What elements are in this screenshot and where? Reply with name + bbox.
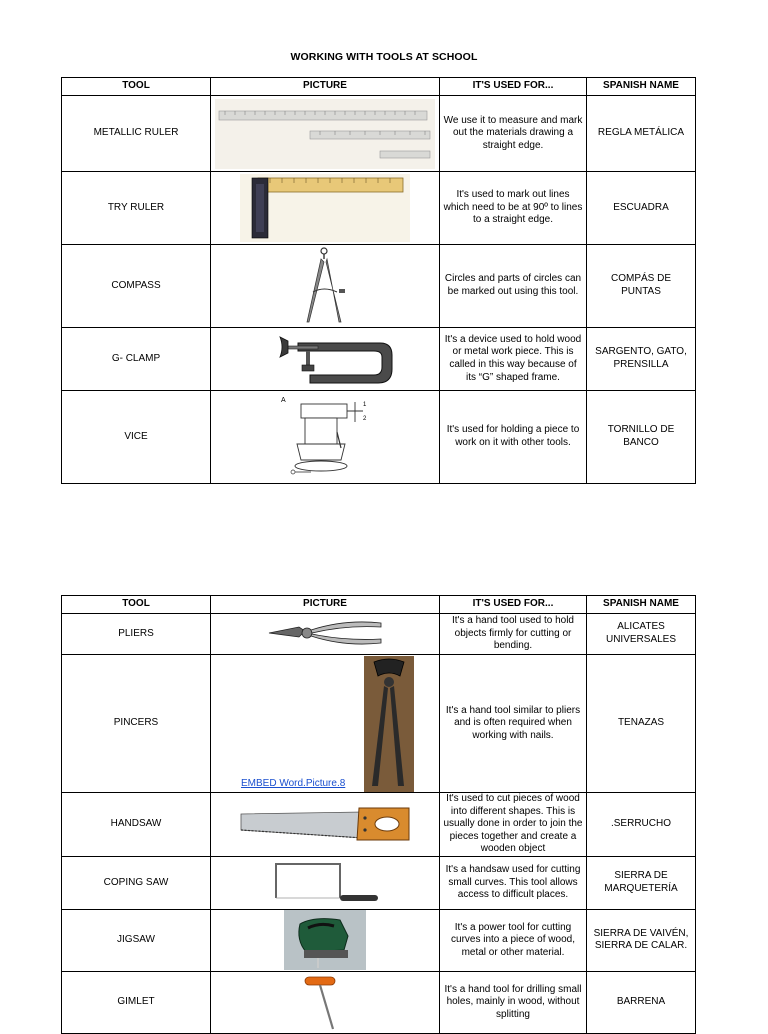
pliers-icon — [265, 615, 385, 653]
picture-cell — [211, 909, 440, 971]
tool-use: It's a device used to hold wood or metal work piece. This is called in this way because of its “G” shaped frame. — [440, 328, 587, 391]
tools-table-2 — [61, 595, 696, 1034]
table-row — [62, 172, 696, 245]
header-spanish-name: SPANISH NAME — [587, 596, 696, 614]
tools-table-1 — [61, 77, 696, 484]
header-used-for: IT'S USED FOR... — [440, 596, 587, 614]
tool-name: PINCERS — [62, 655, 211, 793]
tool-spanish-name: SARGENTO, GATO, PRENSILLA — [587, 328, 696, 391]
tool-use: Circles and parts of circles can be marked out using this tool. — [440, 245, 587, 328]
header-picture: PICTURE — [211, 596, 440, 614]
tool-name: COPING SAW — [62, 856, 211, 909]
header-tool: TOOL — [62, 78, 211, 96]
table-row — [62, 328, 696, 391]
tool-spanish-name: BARRENA — [587, 971, 696, 1033]
header-picture: PICTURE — [211, 78, 440, 96]
tool-use: It's a handsaw used for cutting small curves. This tool allows access to difficult places. — [440, 856, 587, 909]
svg-text:A: A — [281, 397, 286, 404]
picture-cell — [211, 96, 440, 172]
tool-name: HANDSAW — [62, 793, 211, 857]
tool-name: JIGSAW — [62, 909, 211, 971]
table-row — [62, 909, 696, 971]
tool-spanish-name: SIERRA DE VAIVÉN, SIERRA DE CALAR. — [587, 909, 696, 971]
tool-spanish-name: TENAZAS — [587, 655, 696, 793]
jigsaw-icon — [284, 910, 366, 970]
tool-name: G- CLAMP — [62, 328, 211, 391]
table-row — [62, 245, 696, 328]
try-square-icon — [240, 174, 410, 242]
handsaw-icon — [239, 804, 411, 844]
picture-cell — [211, 245, 440, 328]
coping-saw-icon — [270, 858, 380, 908]
header-spanish-name: SPANISH NAME — [587, 78, 696, 96]
tool-spanish-name: REGLA METÁLICA — [587, 96, 696, 172]
table-row — [62, 614, 696, 655]
tool-use: It's used to cut pieces of wood into different shapes. This is usually done in order to join the pieces together and create a wooden object — [440, 793, 587, 857]
tool-name: PLIERS — [62, 614, 211, 655]
table-row — [62, 655, 696, 793]
tool-spanish-name: ESCUADRA — [587, 172, 696, 245]
tool-name: COMPASS — [62, 245, 211, 328]
tool-use: It's used to mark out lines which need to be at 90º to lines to a straight edge. — [440, 172, 587, 245]
embed-word-picture-link[interactable]: EMBED Word.Picture.8 — [241, 778, 346, 790]
picture-cell — [211, 391, 440, 484]
picture-cell — [211, 614, 440, 655]
document-title: WORKING WITH TOOLS AT SCHOOL — [290, 51, 478, 63]
picture-cell — [211, 971, 440, 1033]
metallic-ruler-icon — [215, 99, 435, 169]
tool-spanish-name: .SERRUCHO — [587, 793, 696, 857]
svg-text:1: 1 — [363, 402, 367, 408]
pincers-icon — [214, 656, 440, 792]
tool-use: It's a power tool for cutting curves into a piece of wood, metal or other material. — [440, 909, 587, 971]
table-header-row — [62, 596, 696, 614]
table-row — [62, 96, 696, 172]
table-row — [62, 856, 696, 909]
gimlet-icon — [295, 973, 355, 1031]
table-row — [62, 391, 696, 484]
tool-name: TRY RULER — [62, 172, 211, 245]
tool-use: It's a hand tool for drilling small holes, mainly in wood, without splitting — [440, 971, 587, 1033]
picture-cell — [211, 172, 440, 245]
table-row — [62, 793, 696, 857]
svg-text:2: 2 — [363, 416, 367, 422]
tool-name: VICE — [62, 391, 211, 484]
picture-cell — [211, 328, 440, 391]
tool-use: We use it to measure and mark out the materials drawing a straight edge. — [440, 96, 587, 172]
tool-spanish-name: COMPÁS DE PUNTAS — [587, 245, 696, 328]
g-clamp-icon — [250, 329, 400, 389]
tool-name: METALLIC RULER — [62, 96, 211, 172]
table-header-row — [62, 78, 696, 96]
tool-spanish-name: TORNILLO DE BANCO — [587, 391, 696, 484]
tool-spanish-name: ALICATES UNIVERSALES — [587, 614, 696, 655]
tool-spanish-name: SIERRA DE MARQUETERÍA — [587, 856, 696, 909]
header-used-for: IT'S USED FOR... — [440, 78, 587, 96]
tool-use: It's used for holding a piece to work on it with other tools. — [440, 391, 587, 484]
vice-icon — [275, 392, 375, 482]
picture-cell — [211, 793, 440, 857]
tool-use: It's a hand tool used to hold objects firmly for cutting or bending. — [440, 614, 587, 655]
picture-cell — [211, 856, 440, 909]
picture-cell — [211, 655, 440, 793]
table-row — [62, 971, 696, 1033]
tool-use: It's a hand tool similar to pliers and is often required when working with nails. — [440, 655, 587, 793]
header-tool: TOOL — [62, 596, 211, 614]
compass-icon — [295, 246, 355, 326]
tool-name: GIMLET — [62, 971, 211, 1033]
